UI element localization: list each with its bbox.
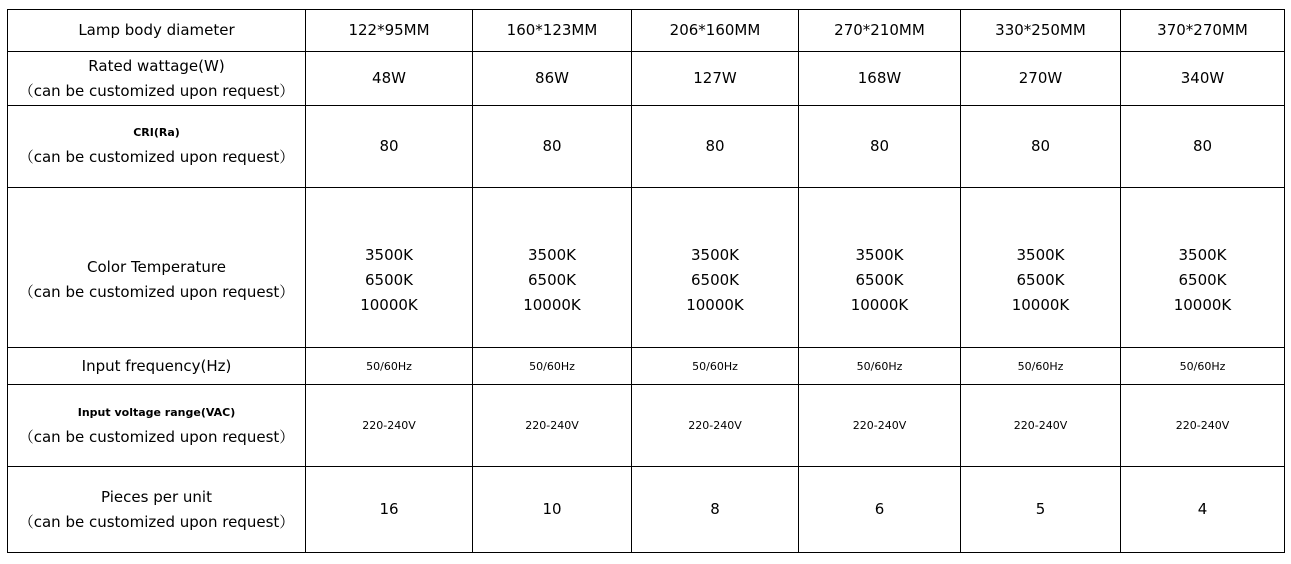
cell-color-temp: 3500K 6500K 10000K — [961, 188, 1121, 348]
cell-pieces: 5 — [961, 467, 1121, 553]
row-pieces — [8, 467, 1285, 553]
label-frequency: Input frequency(Hz) — [8, 348, 306, 385]
cell-wattage: 48W — [306, 52, 473, 106]
cell-voltage: 220-240V — [799, 385, 961, 467]
cell-voltage: 220-240V — [473, 385, 632, 467]
cell-wattage: 270W — [961, 52, 1121, 106]
cell-wattage: 86W — [473, 52, 632, 106]
cell-wattage: 127W — [632, 52, 799, 106]
row-diameter — [8, 10, 1285, 52]
row-cri — [8, 106, 1285, 188]
cell-pieces: 10 — [473, 467, 632, 553]
cell-frequency: 50/60Hz — [306, 348, 473, 385]
cell-cri: 80 — [632, 106, 799, 188]
row-voltage — [8, 385, 1285, 467]
cell-voltage: 220-240V — [961, 385, 1121, 467]
cell-cri: 80 — [961, 106, 1121, 188]
cell-frequency: 50/60Hz — [473, 348, 632, 385]
label-wattage: Rated wattage(W) （can be customized upon request） — [8, 52, 306, 106]
label-pieces: Pieces per unit （can be customized upon request） — [8, 467, 306, 553]
cell-voltage: 220-240V — [1121, 385, 1285, 467]
row-color-temp — [8, 188, 1285, 348]
row-frequency — [8, 348, 1285, 385]
row-wattage — [8, 52, 1285, 106]
cell-frequency: 50/60Hz — [961, 348, 1121, 385]
cell-pieces: 16 — [306, 467, 473, 553]
cell-voltage: 220-240V — [632, 385, 799, 467]
cell-color-temp: 3500K 6500K 10000K — [632, 188, 799, 348]
cell-color-temp: 3500K 6500K 10000K — [799, 188, 961, 348]
cell-frequency: 50/60Hz — [1121, 348, 1285, 385]
cell-wattage: 168W — [799, 52, 961, 106]
label-voltage: Input voltage range(VAC) （can be customized upon request） — [8, 385, 306, 467]
cell-wattage: 340W — [1121, 52, 1285, 106]
cell-cri: 80 — [473, 106, 632, 188]
cell-frequency: 50/60Hz — [632, 348, 799, 385]
col-header: 122*95MM — [306, 10, 473, 52]
col-header: 270*210MM — [799, 10, 961, 52]
label-color-temp: Color Temperature （can be customized upon request） — [8, 188, 306, 348]
cell-cri: 80 — [1121, 106, 1285, 188]
cell-frequency: 50/60Hz — [799, 348, 961, 385]
cell-color-temp: 3500K 6500K 10000K — [306, 188, 473, 348]
cell-pieces: 6 — [799, 467, 961, 553]
cell-pieces: 8 — [632, 467, 799, 553]
cell-color-temp: 3500K 6500K 10000K — [473, 188, 632, 348]
col-header: 330*250MM — [961, 10, 1121, 52]
cell-color-temp: 3500K 6500K 10000K — [1121, 188, 1285, 348]
cell-voltage: 220-240V — [306, 385, 473, 467]
col-header: 370*270MM — [1121, 10, 1285, 52]
col-header: 160*123MM — [473, 10, 632, 52]
label-diameter: Lamp body diameter — [8, 10, 306, 52]
label-cri: CRI(Ra) （can be customized upon request） — [8, 106, 306, 188]
col-header: 206*160MM — [632, 10, 799, 52]
spec-table — [7, 9, 1285, 553]
cell-cri: 80 — [306, 106, 473, 188]
cell-pieces: 4 — [1121, 467, 1285, 553]
cell-cri: 80 — [799, 106, 961, 188]
